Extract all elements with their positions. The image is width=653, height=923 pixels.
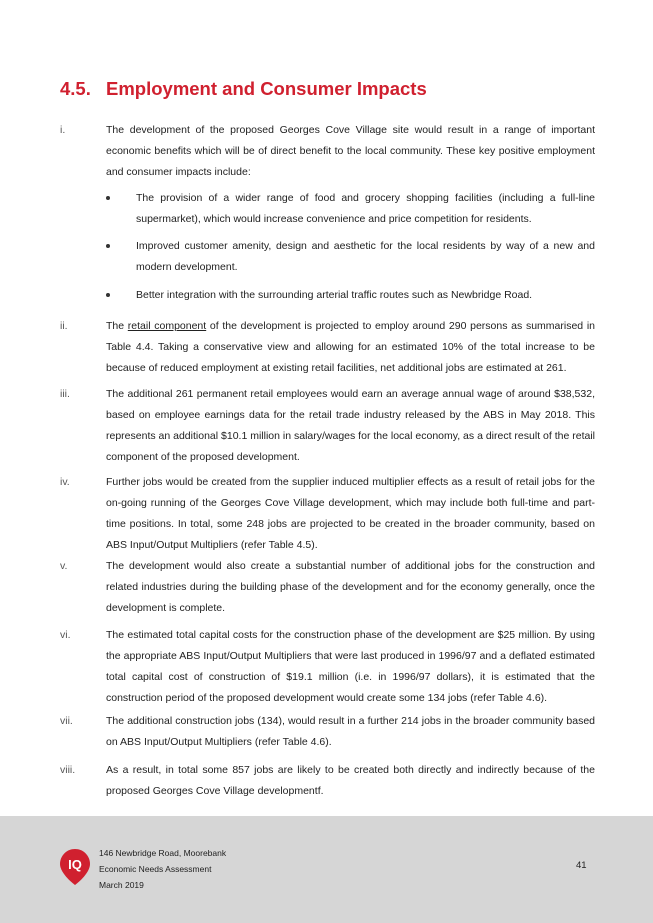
list-item <box>60 625 595 709</box>
section-heading <box>60 78 427 100</box>
section-title: Employment and Consumer Impacts <box>106 78 427 99</box>
list-item <box>60 760 595 802</box>
item-text <box>106 316 595 379</box>
iq-logo-icon <box>59 848 91 886</box>
text-before-link: The <box>106 320 128 332</box>
item-number: ii. <box>60 320 68 332</box>
item-number: v. <box>60 560 68 572</box>
footer-address: 146 Newbridge Road, Moorebank <box>99 848 227 858</box>
item-number: viii. <box>60 764 76 776</box>
list-item <box>60 711 595 753</box>
section-number: 4.5. <box>60 78 91 99</box>
bullet-dot-icon <box>106 244 110 248</box>
footer-date: March 2019 <box>99 880 144 890</box>
bullet-text: The provision of a wider range of food and grocery shopping facilities (including a full-line supermarket), which would increase convenience and price competition for residents. <box>136 192 595 225</box>
list-item <box>60 120 595 183</box>
item-number: iii. <box>60 388 70 400</box>
logo-text: IQ <box>68 857 82 872</box>
list-item <box>60 556 595 619</box>
item-text: The development of the proposed Georges Cove Village site would result in a range of important economic benefits which will be of direct benefit to the local community. These key positive employment and consumer impacts include: <box>106 124 595 178</box>
footer-report-title: Economic Needs Assessment <box>99 864 212 874</box>
footer-info <box>99 845 226 893</box>
bullet-item <box>106 285 595 306</box>
item-text: The additional 261 permanent retail employees would earn an average annual wage of around $38,532, based on employee earnings data for the retail trade industry released by the ABS in May 2018. This represents an additional $10.1 million in salary/wages for the local economy, as a direct result of the retail component of the proposed development. <box>106 388 595 463</box>
bullet-dot-icon <box>106 196 110 200</box>
item-text: Further jobs would be created from the supplier induced multiplier effects as a result of retail jobs for the on-going running of the Georges Cove Village development, which may include both full-time and part-time positions. In total, some 248 jobs are projected to be created in the broader community, based on ABS Input/Output Multipliers (refer Table 4.5). <box>106 476 595 551</box>
item-number: i. <box>60 124 66 136</box>
bullet-text: Improved customer amenity, design and aesthetic for the local residents by way of a new and modern development. <box>136 240 595 273</box>
bullet-item <box>106 236 595 278</box>
list-item <box>60 316 595 379</box>
list-item <box>60 384 595 468</box>
item-text: The estimated total capital costs for the construction phase of the development are $25 million. By using the appropriate ABS Input/Output Multipliers that were last produced in 1996/97 and a deflated estimated total capital cost of construction of $19.1 million (i.e. in 1996/97 dollars), it is estimated that the construction period of the proposed development would create some 134 jobs (refer Table 4.6). <box>106 629 595 704</box>
retail-component-link[interactable]: retail component <box>127 320 207 332</box>
text-after-link: of the development is projected to employ around 290 persons as summarised in Table 4.4. Taking a conservative view and allowing for an estimated 10% of the total increase to be because of reduced employment at existing retail facilities, net additional jobs are estimated at 261. <box>106 320 595 374</box>
item-text: The development would also create a substantial number of additional jobs for the construction and related industries during the building phase of the development and for the economy generally, once the development is complete. <box>106 560 595 614</box>
item-number: iv. <box>60 476 70 488</box>
bullet-item <box>106 188 595 230</box>
item-text: As a result, in total some 857 jobs are likely to be created both directly and indirectly because of the proposed Georges Cove Village developmentf. <box>106 764 595 797</box>
item-text: The additional construction jobs (134), would result in a further 214 jobs in the broader community based on ABS Input/Output Multipliers (refer Table 4.6). <box>106 715 595 748</box>
bullet-dot-icon <box>106 293 110 297</box>
item-number: vi. <box>60 629 71 641</box>
list-item <box>60 472 595 556</box>
page-number: 41 <box>576 860 587 871</box>
bullet-text: Better integration with the surrounding arterial traffic routes such as Newbridge Road. <box>136 289 533 301</box>
item-number: vii. <box>60 715 73 727</box>
page-footer <box>0 816 653 923</box>
